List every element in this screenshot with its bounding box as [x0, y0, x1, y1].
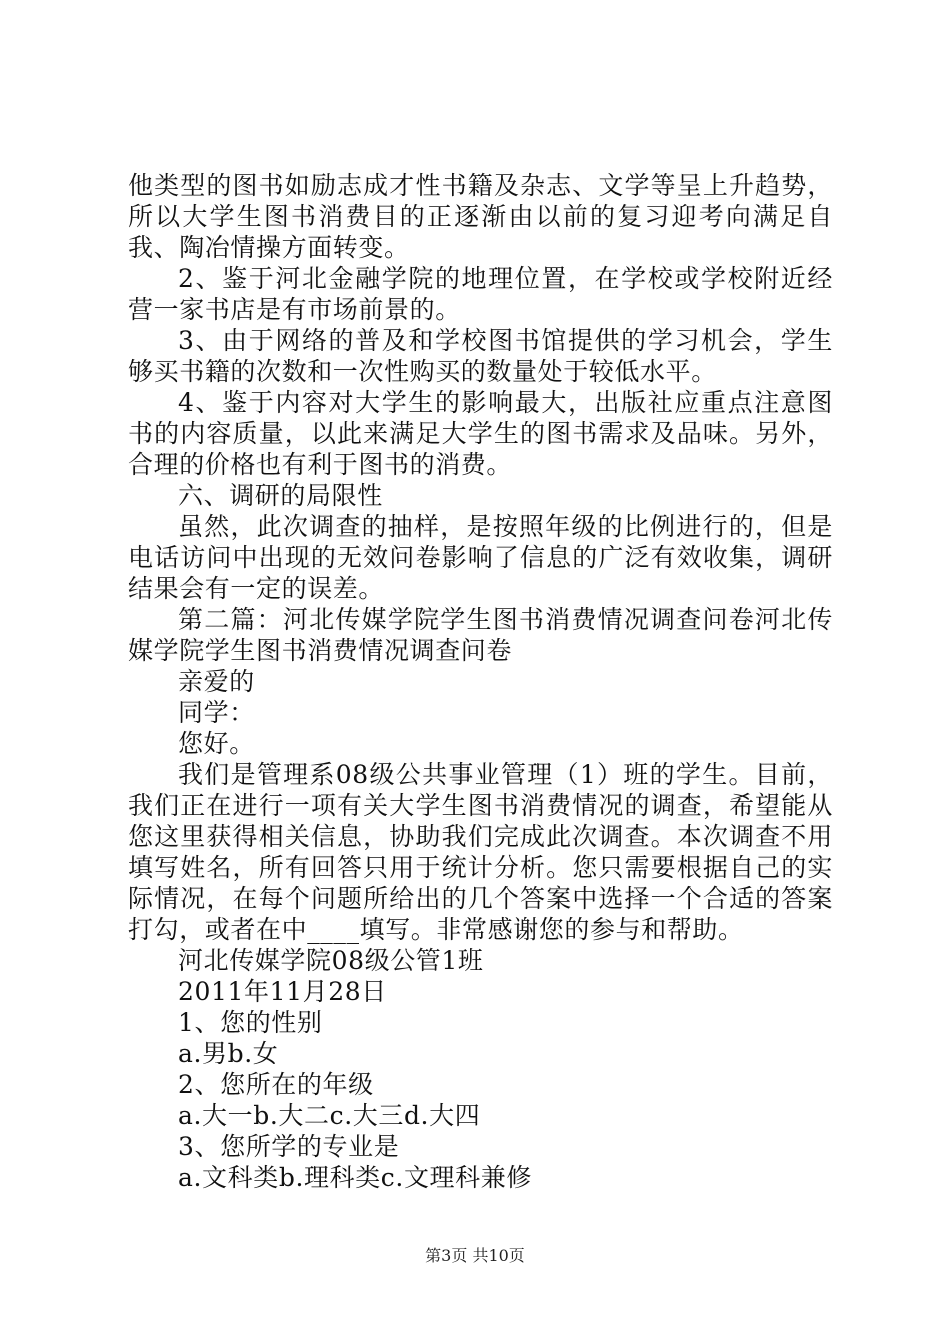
paragraph: 2、您所在的年级: [178, 1070, 374, 1099]
page-footer: 第3页 共10页: [425, 1246, 525, 1265]
paragraph: 2、鉴于河北金融学院的地理位置，在学校或学校附近经营一家书店是有市场前景的。: [128, 264, 833, 324]
paragraph: 3、您所学的专业是: [178, 1132, 400, 1161]
paragraph: 您好。: [178, 729, 255, 758]
paragraph: 虽然，此次调查的抽样，是按照年级的比例进行的，但是电话访问中出现的无效问卷影响了信息的广泛有效收集，调研结果会有一定的误差。: [128, 512, 833, 603]
paragraph: 我们是管理系08级公共事业管理（1）班的学生。目前，我们正在进行一项有关大学生图书消费情况的调查，希望能从您这里获得相关信息，协助我们完成此次调查。本次调查不用填写姓名，所有回答只用于统计分析。您只需要根据自己的实际情况，在每个问题所给出的几个答案中选择一个合适的答案打勾，或者在中____填写。非常感谢您的参与和帮助。: [128, 760, 833, 944]
paragraph: 同学：: [178, 698, 255, 727]
paragraph: 亲爱的: [178, 667, 255, 696]
paragraph: 河北传媒学院08级公管1班: [178, 946, 484, 975]
document-body: [128, 170, 833, 1193]
paragraph: a.大一b.大二c.大三d.大四: [178, 1101, 481, 1130]
paragraph: 2011年11月28日: [178, 977, 387, 1006]
paragraph: 4、鉴于内容对大学生的影响最大，出版社应重点注意图书的内容质量，以此来满足大学生的图书需求及品味。另外，合理的价格也有利于图书的消费。: [128, 388, 833, 479]
paragraph: a.文科类b.理科类c.文理科兼修: [178, 1163, 532, 1192]
paragraph: 第二篇：河北传媒学院学生图书消费情况调查问卷河北传媒学院学生图书消费情况调查问卷: [128, 605, 833, 665]
paragraph: 3、由于网络的普及和学校图书馆提供的学习机会，学生够买书籍的次数和一次性购买的数量处于较低水平。: [128, 326, 833, 386]
paragraph: 六、调研的局限性: [178, 481, 383, 510]
paragraph: 1、您的性别: [178, 1008, 323, 1037]
paragraph: 他类型的图书如励志成才性书籍及杂志、文学等呈上升趋势，所以大学生图书消费目的正逐渐由以前的复习迎考向满足自我、陶冶情操方面转变。: [128, 171, 833, 262]
paragraph: a.男b.女: [178, 1039, 279, 1068]
